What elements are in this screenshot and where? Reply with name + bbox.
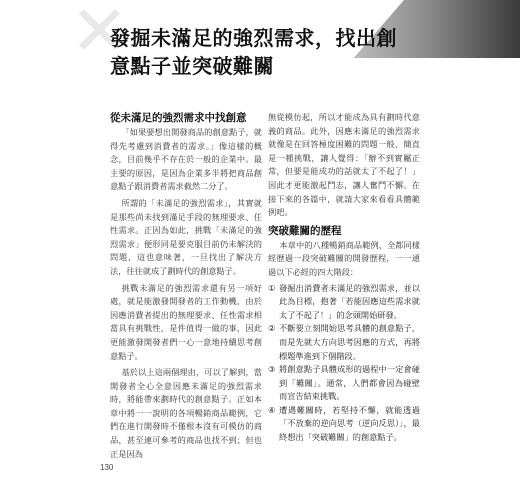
stage-list — [268, 282, 420, 445]
body-paragraph: 基於以上這兩個理由，可以了解到，當開發者全心全意因應未滿足的強烈需求時，將能帶來劃時代的創意點子。正如本章中將一一說明的各項暢銷商品範例，它們在進行開發時不僅根本沒有可模仿的商品，甚至連可參考的商品也找不到；但也正是因為 — [110, 367, 262, 459]
stage-text: 不斷要立刻開始思考具體的創意點子，而是先就大方向思考因應的方式，再將標題準進到下個階段。 — [279, 323, 420, 361]
page-title: 發掘未滿足的強烈需求，找出創意點子並突破難關 — [110, 26, 397, 78]
page-number: 130 — [100, 463, 114, 472]
continued-paragraph: 無從模仿起，所以才能成為具有劃時代意義的商品。此外，因應未滿足的強烈需求就像是在回答極度困難的問題一般，簡直是一種挑戰，讓人覺得：「辦不到實屬正常，但要是能成功的話就太了不起了！」因此才更能激起鬥志，讓人奮鬥不懈。在接下來的各篇中，就請大家來看看具體範例吧。 — [268, 112, 420, 218]
stage-number: ③ — [268, 364, 276, 375]
section-heading-breakthrough: 突破難關的歷程 — [268, 224, 342, 237]
stage-item-1 — [268, 282, 420, 323]
body-paragraph: 所謂的「未滿足的強烈需求」，其實就是那些尚未找到滿足手段的無理要求、任性需求。正因為如此，挑戰「未滿足的強烈需求」便形同是要克服目前仍未解決的問題，這也意味著，一旦找出了解決方法，往往就成了劃時代的創意點子。 — [110, 197, 262, 276]
body-paragraph: 「如果要想出開發商品的創意點子，就得先考慮到消費者的需求。」像這樣的概念，目前幾乎不存在於一般的企業中。最主要的原因，是因為企業多半將把商品創意點子跟消費者需求截然二分了。 — [110, 127, 262, 192]
decorative-x-icon: ✕ — [70, 0, 129, 72]
stage-item-3 — [268, 363, 420, 404]
right-column — [268, 111, 420, 445]
stage-number: ④ — [268, 404, 276, 415]
stage-text: 將創意點子具體成形的過程中一定會碰到「難關」。通常，人們都會因為碰壁而宣告結束挑戰。 — [279, 364, 420, 402]
stage-item-4 — [268, 404, 420, 445]
stage-number: ① — [268, 282, 276, 293]
stage-number: ② — [268, 323, 276, 334]
stage-item-2 — [268, 322, 420, 363]
stage-text: 遭遇難關時，若堅持不懈，就能透過「不放棄的逆向思考（逆向反思）」，最終想出「突破難關」的創意點子。 — [279, 404, 420, 443]
body-paragraph: 本章中的八種暢銷商品範例，全都同樣經歷過一段突破難關的開發歷程，一一通過以下必經的四大階段： — [268, 239, 420, 277]
section-heading-creative: 從未滿足的強烈需求中找創意 — [110, 112, 247, 124]
body-paragraph: 挑戰未滿足的強烈需求還有另一項好處，就是能激發開發者的工作動機，由於因應消費者提出的無理要求、任性需求相當具有挑戰性，是件值得一做的事，因此更能激發開發者們一心一意地持續思考創意點子。 — [110, 282, 262, 361]
left-column — [110, 111, 262, 461]
stage-text: 發掘出消費者未滿足的強烈需求，並以此為目標，抱著「若能因應這些需求就太了不起了！」的念頭開始研發。 — [279, 282, 420, 320]
